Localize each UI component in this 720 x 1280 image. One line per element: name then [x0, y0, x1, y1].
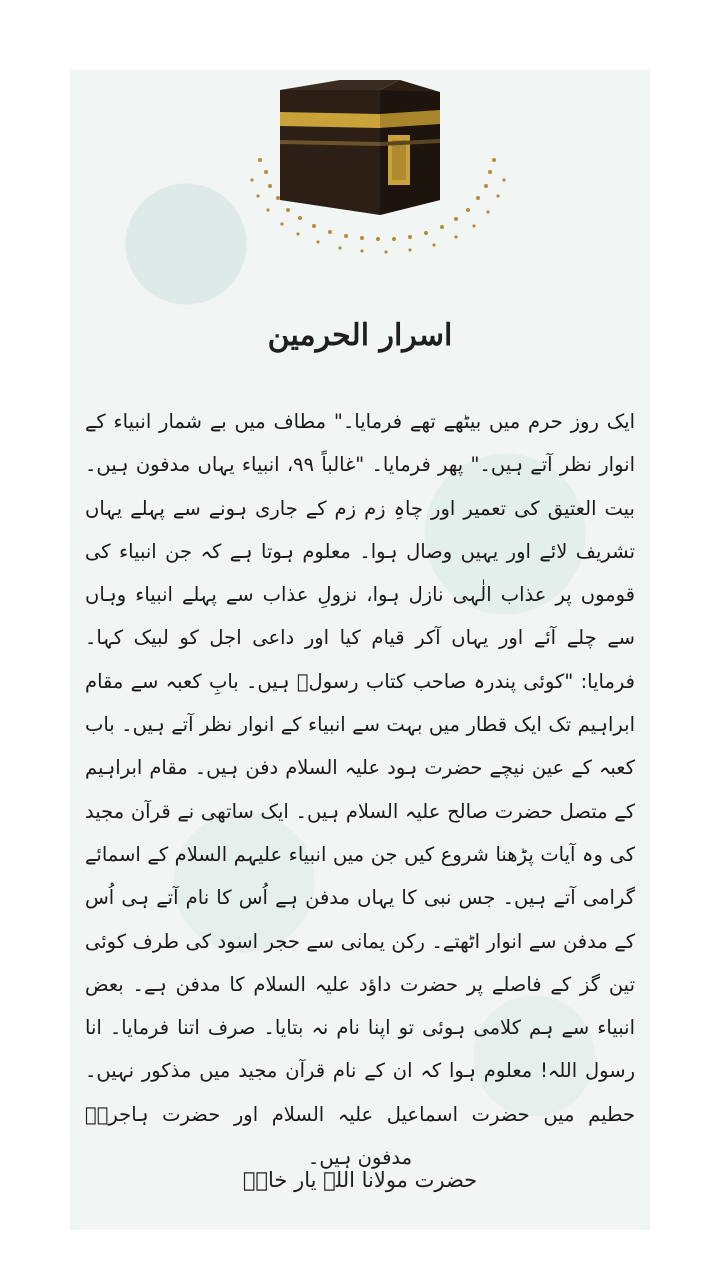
- page-title: اسرار الحرمین: [267, 318, 453, 353]
- article-body: ایک روز حرم میں بیٹھے تھے فرمایا۔" مطاف میں بے شمار انبیاء کے انوار نظر آتے ہیں۔" پھر فرمایا۔ "غالباً ۹۹، انبیاء یہاں مدفون ہیں۔ بیت العتیق کی تعمیر اور چاہِ زم زم کے جاری ہونے سے پہلے یہاں تشریف لائے اور یہیں وصال ہوا۔ معلوم ہوتا ہے کہ جن انبیاء کی قوموں پر عذاب الٰہی نازل ہوا، نزولِ عذاب سے پہلے انبیاء وہاں سے چلے آئے اور یہاں آکر قیام کیا اور داعی اجل کو لبیک کہا۔ فرمایا: "کوئی پندرہ صاحب کتاب رسولؑ ہیں۔ بابِ کعبہ سے مقام ابراہیم تک ایک قطار میں بہت سے انبیاء کے انوار نظر آتے ہیں۔ باب کعبہ کے عین نیچے حضرت ہود علیہ السلام دفن ہیں۔ مقام ابراہیم کے متصل حضرت صالح علیہ السلام ہیں۔ ایک ساتھی نے قرآن مجید کی وہ آیات پڑھنا شروع کیں جن میں انبیاء علیہم السلام کے اسمائے گرامی آتے ہیں۔ جس نبی کا یہاں مدفن ہے اُس کا نام آتے ہی اُس کے مدفن سے انوار اٹھتے۔ رکن یمانی سے حجر اسود کی طرف کوئی تین گز کے فاصلے پر حضرت داؤد علیہ السلام کا مدفن ہے۔ بعض انبیاء سے ہم کلامی ہوئی تو اپنا نام نہ بتایا۔ صرف اتنا فرمایا۔ انا رسول اللہ! معلوم ہوا کہ ان کے نام قرآن مجید میں مذکور نہیں۔ حطیم میں حضرت اسماعیل علیہ السلام اور حضرت ہاجرہؓ مدفون ہیں۔: [85, 410, 635, 1170]
- author-name: حضرت مولانا اللہ یار خانؒ: [242, 1168, 478, 1192]
- kaaba-illustration: [230, 40, 550, 260]
